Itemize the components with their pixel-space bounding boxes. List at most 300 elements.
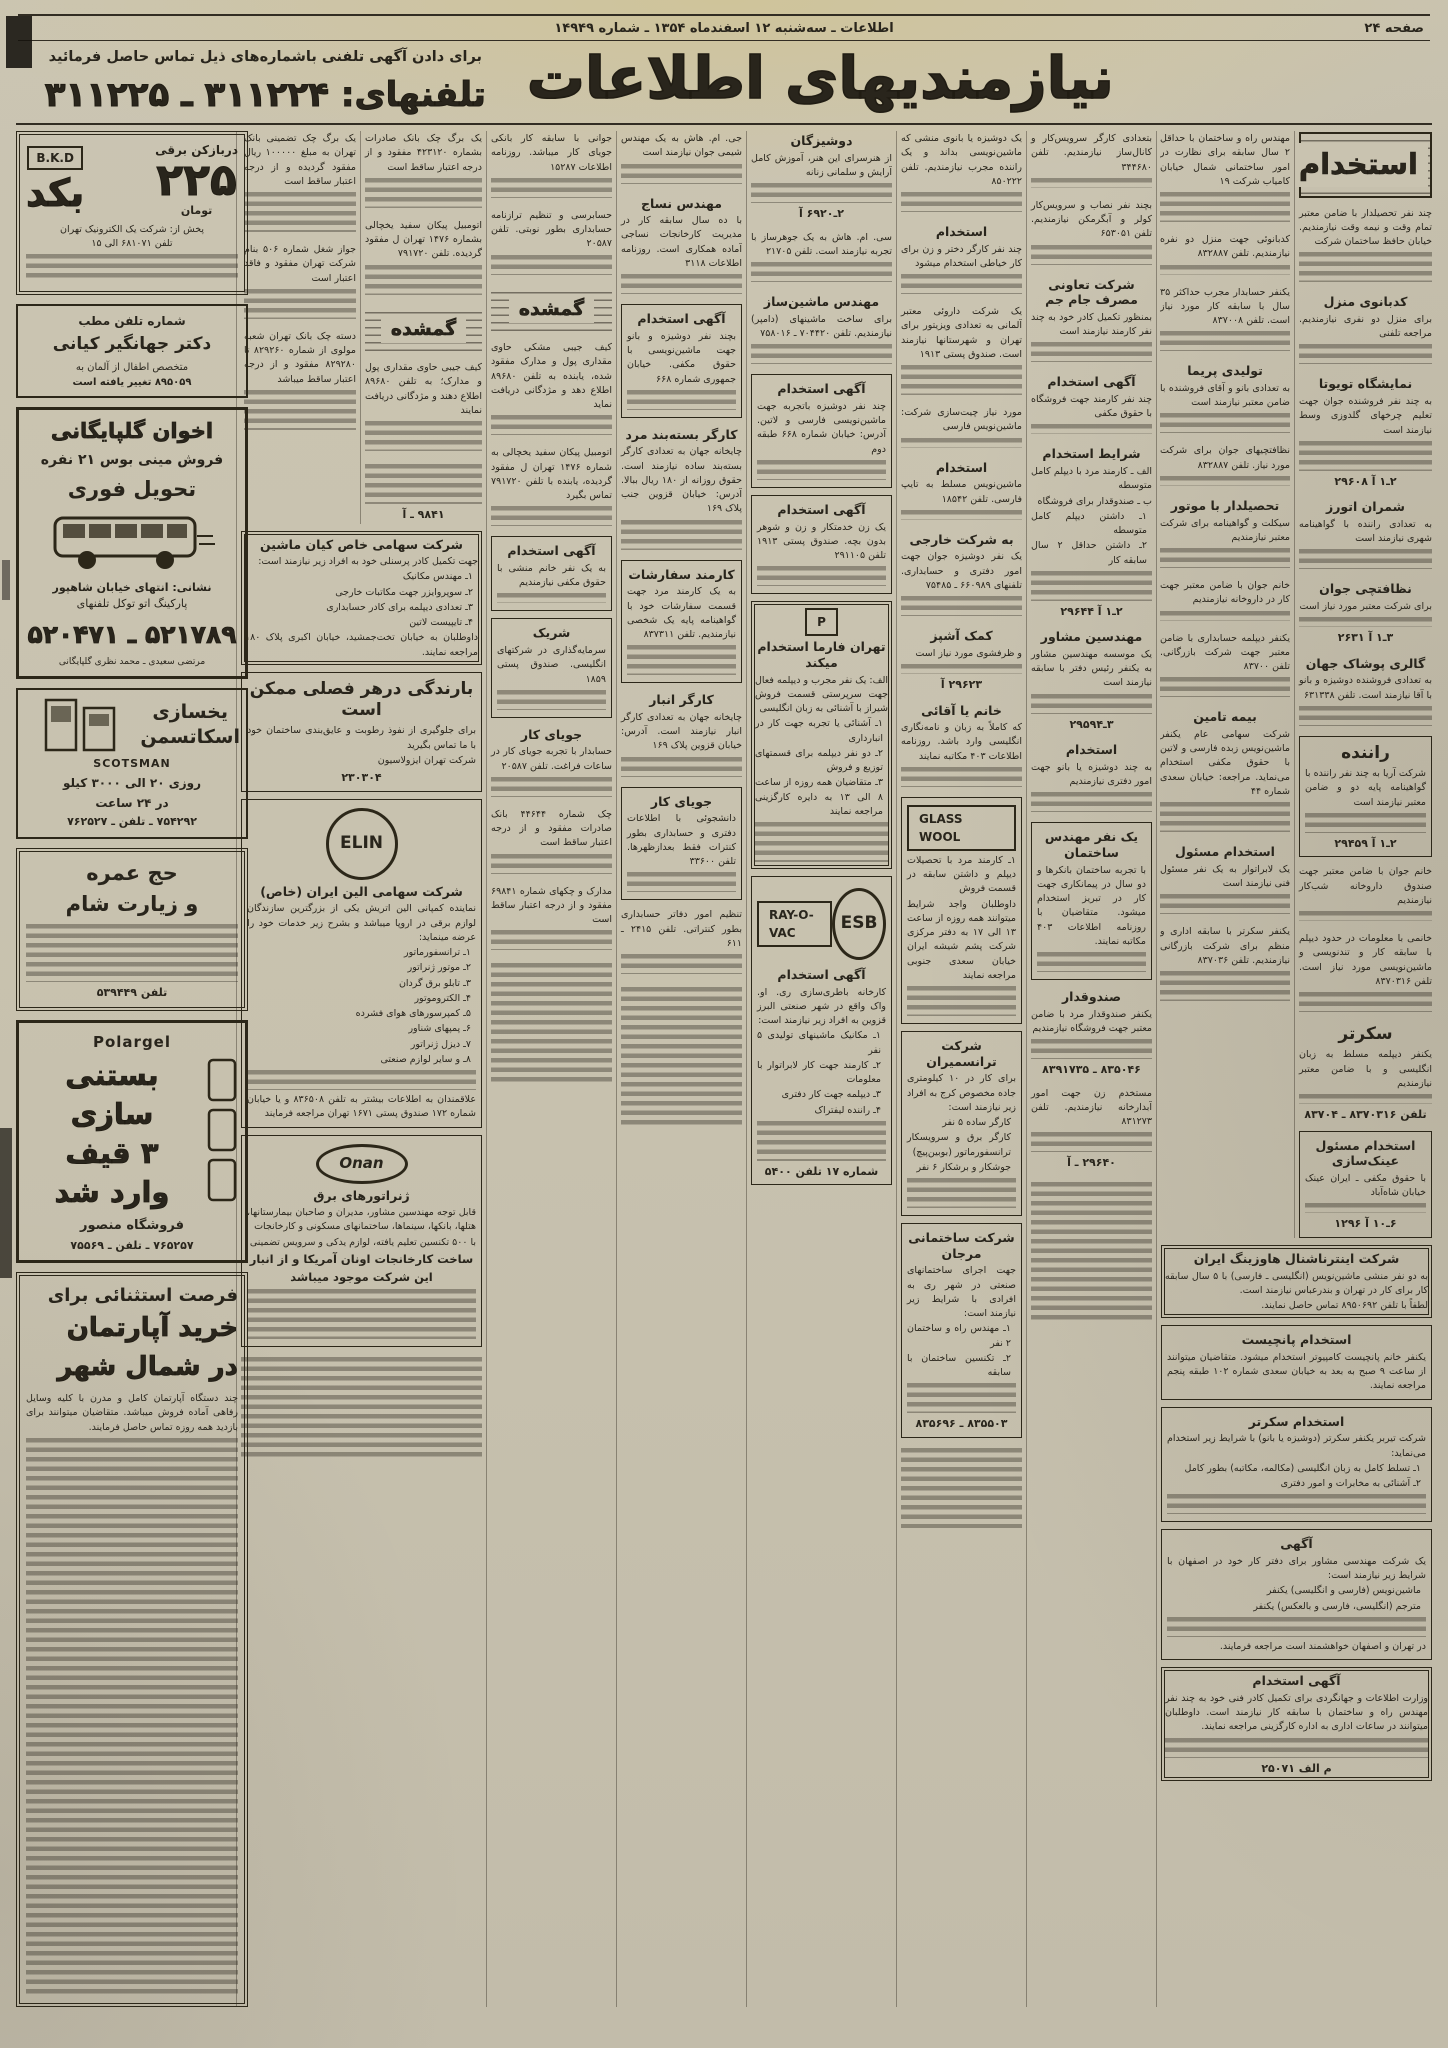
ad-title: شرکت اینترناشنال هاوزینگ ایران (1193, 1250, 1400, 1266)
bkd-price: ۲۲۵ (156, 155, 237, 206)
text-placeholder (1299, 617, 1432, 627)
ad-title: آگهی استخدام (777, 967, 866, 982)
ad-title: شمران اتورز (1326, 499, 1405, 515)
text-placeholder (621, 757, 742, 777)
text-placeholder (751, 344, 892, 364)
text-placeholder (1160, 802, 1290, 832)
classified-ad (1031, 131, 1152, 191)
ad-phone: م الف ۲۵۰۷۱ (1261, 1761, 1332, 1775)
ad-title: ژنراتورهای برق (313, 1187, 410, 1203)
ad-text: نظافتچیهای جوان برای شرکت مورد نیاز. تلفن ۸۳۲۸۸۷ (1160, 445, 1290, 471)
sub-column-2 (244, 131, 356, 524)
forsat-title1: فرصت استثنائی برای (47, 1285, 238, 1307)
classified-ad (1299, 654, 1432, 729)
polargel-phones: ۷۶۵۲۵۷ ـ تلفن ـ ۷۵۵۶۹ (70, 1238, 194, 1252)
text-placeholder (1037, 952, 1146, 972)
text-placeholder (365, 464, 482, 504)
ad-text: یک نفر دوشیزه جوان جهت امور دفتری و حسابداری. تلفنهای ۶۶۰۹۸۹ ـ ۷۵۴۸۵ (901, 551, 1022, 591)
ad-text: داوطلبان واجد شرایط میتوانند همه روزه از ساعت ۱۳ الی ۱۷ به دفتر مرکزی شرکت پشم شیشه ایران خیابان سعدی جنوبی مراجعه نمایند (907, 898, 1016, 981)
ad-phone: ۳ـ۲۹۵۹۴ (1069, 717, 1114, 731)
text-placeholder (497, 593, 606, 603)
text-placeholder (1299, 549, 1432, 569)
hajj-title1: حج عمره (86, 860, 178, 885)
onan-logo: Onan (316, 1144, 408, 1184)
text-placeholder (1160, 971, 1290, 1001)
classified-ad (1160, 496, 1290, 571)
scotsman-fa1: یخسازی (152, 700, 228, 723)
ad-text: الف: یک نفر مجرب و دیپلمه فعال جهت سرپرستی قسمت فروش شیراز با آشنائی به زبان انگلیسی (755, 674, 888, 714)
text-placeholder (365, 178, 482, 208)
ad-title: شرایط استخدام (1042, 446, 1141, 462)
forsat-title2: خرید آپارتمان (66, 1313, 238, 1344)
ad-list-item: ۱ـ داشتن دیپلم کامل متوسطه (1031, 510, 1147, 536)
ad-text: یکنفر دیپلمه مسلط به زبان انگلیسی و با ضامن معتبر نیازمندیم (1299, 1049, 1432, 1089)
scotsman-fa2: اسکاتسمن (140, 725, 240, 748)
text-placeholder (1299, 911, 1432, 921)
sub-columns (1161, 131, 1432, 1238)
ad-text: به دو نفر منشی ماشین‌نویس (انگلیسی ـ فارسی) با ۵ سال سابقه کار برای کار در تهران و بندرعباس نیازمند است. (1165, 1270, 1428, 1296)
classified-ad (1161, 1529, 1432, 1660)
ad-list-item: ۵ـ کمپرسورهای هوای فشرده (355, 1008, 471, 1019)
ad-title: بیمه تامین (1193, 709, 1257, 725)
text-placeholder (365, 265, 482, 295)
classified-ad (1299, 736, 1432, 858)
classified-ad (901, 530, 1022, 619)
logo-row (755, 608, 888, 636)
phone-numbers: تلفنهای: ۳۱۱۲۲۴ ـ ۳۱۱۲۲۵ (44, 75, 486, 115)
bkd-line2: تلفن ۶۸۱۰۷۱ الی ۱۵ (91, 237, 173, 249)
polargel-word2: سازی (70, 1096, 154, 1131)
ad-text: اتومبیل پیکان سفید یخچالی به شماره ۱۴۷۶ تهران ل مفقود گردیده، یابنده با تلفن ۷۹۱۷۲۰ تماس بگیرد (491, 447, 612, 501)
ad-title: استخدام مسئول (1175, 844, 1275, 860)
ad-text: چند نفر کارمند جهت فروشگاه با حقوق مکفی (1031, 393, 1152, 420)
scotsman-row (24, 696, 240, 754)
classified-ad (1031, 372, 1152, 437)
ad-text: به یک کارمند مرد جهت قسمت سفارشات خود با گواهینامه پایه یک شخصی نیازمندیم. تلفن ۸۳۷۳۱۱ (627, 586, 736, 640)
classified-ad (1299, 131, 1432, 199)
classified-ad (241, 1135, 482, 1348)
text-placeholder (621, 987, 742, 1127)
classified-ad (901, 405, 1022, 451)
ad-title: شرکت سهامی خاص کیان ماشین (260, 536, 463, 552)
ad-title: کارمند سفارشات (628, 566, 735, 582)
ad-text: شرکت تیربر یکنفر سکرتر (دوشیزه یا بانو) با شرایط زیر استخدام می‌نماید: (1167, 1433, 1426, 1459)
ad-title: دوشیزگان (790, 133, 853, 148)
ad-title: کمک آشپز (930, 628, 993, 644)
ad-list-item: کارگر برق و سرویسکار ترانسفورماتور (بوبین‌پیچ) (907, 1132, 1011, 1158)
ad-title: مهندس نساج (640, 195, 723, 211)
ad-list-item: ۲ـ موتور ژنراتور (407, 962, 471, 974)
classified-ad (901, 797, 1022, 1024)
text-placeholder (755, 822, 888, 862)
page-header (16, 16, 1432, 40)
doctor-line1: شماره تلفن مطب (78, 314, 186, 328)
text-placeholder (26, 1438, 238, 1994)
classified-ad (1299, 1131, 1432, 1238)
ad-text: داوطلبان به خیابان تخت‌جمشید، خیابان اکبری پلاک ۱۸۰ مراجعه نمایند. (245, 632, 478, 658)
ad-list-item: ماشین‌نویس (فارسی و انگلیسی) یکنفر (1266, 1585, 1421, 1597)
ad-apartment-sale (16, 1272, 248, 2007)
ad-hajj-umrah (16, 848, 248, 1012)
classified-ad (1031, 740, 1152, 815)
bkd-line1: پخش از: شرکت یک الکترونیک تهران (60, 223, 204, 235)
classified-ad (1160, 707, 1290, 835)
text-placeholder (1160, 331, 1290, 351)
classified-ad (901, 1031, 1022, 1216)
classified-ad (1299, 497, 1432, 572)
section-header (1299, 132, 1432, 198)
ad-text: برای ساخت ماشینهای (دامپر) نیازمندیم. تلفن ۷۰۴۴۲۰ ـ ۷۵۸۰۱۶ (751, 313, 892, 339)
classified-ad (1031, 275, 1152, 366)
ad-phone: تلفن ۸۳۷۰۳۱۶ ـ ۸۳۷۰۴ (1304, 1108, 1427, 1122)
minibus-illustration (47, 508, 217, 580)
classified-ad (491, 340, 612, 438)
phone-note: برای دادن آگهی تلفنی باشماره‌های ذیل تماس حاصل فرمائید (48, 49, 482, 65)
classified-ad (491, 208, 612, 278)
text-placeholder (1299, 992, 1432, 1012)
ad-text: شرکت سهامی عام یکنفر ماشین‌نویس زبده فارسی و لاتین با حقوق مکفی استخدام می‌نماید. مراجعه: خیابان سعدی شماره ۴۴ (1160, 728, 1290, 797)
logo-row (757, 884, 886, 964)
text-placeholder (1165, 1738, 1428, 1758)
ad-title: تحصیلدار با موتور (1170, 497, 1280, 513)
classified-ad (621, 690, 742, 779)
classified-ad (491, 445, 612, 529)
ad-phone: ۸۳۵۵۰۳ ـ ۸۳۵۶۹۶ (915, 1417, 1008, 1431)
classified-ad (365, 360, 482, 454)
akhavan-phones: ۵۲۱۷۸۹ ـ ۵۲۰۴۷۱ (27, 619, 237, 649)
akhavan-line1: فروش مینی بوس ۲۱ نفره (40, 452, 224, 468)
bkd-brand: بکد (26, 170, 85, 215)
classified-ad (751, 495, 892, 594)
ad-text: چند نفر تحصیلدار با ضامن معتبر تمام وقت و نیمه وقت نیازمندیم. خیابان حافظ ساختمان شرکت (1299, 207, 1432, 247)
ad-list-item: ۱ـ تسلط کامل به زبان انگلیسی (مکالمه، مکاتبه) بطور کامل (1184, 1462, 1421, 1474)
classified-ad (241, 672, 482, 792)
ad-text: نماینده کمپانی الین اتریش یکی از بزرگترین سازندگان لوازم برقی در اروپا میباشد و بشرح زیر خدمات خود را عرضه مینماید: (247, 903, 476, 943)
elin-logo: ELIN (326, 808, 398, 880)
page-number: صفحه ۲۴ (1364, 20, 1424, 36)
text-placeholder (241, 1357, 482, 1457)
classified-ad (901, 131, 1022, 215)
text-placeholder (365, 421, 482, 451)
ad-list-item: ۲ـ آشنائی به مخابرات و امور دفتری (1280, 1478, 1421, 1489)
column-col-6 (616, 131, 742, 2007)
ad-text: مدارک و چکهای شماره ۶۹۸۴۱ مفقود و از درجه اعتبار ساقط است (491, 885, 612, 926)
scotsman-capacity2: در ۲۴ ساعت (95, 796, 169, 810)
ad-text: قابل توجه مهندسین مشاور، مدیران و صاحبان بیمارستانها، هتلها، بانکها، سینماها، ساختمانهای مسکونی و کارخانجات (247, 1207, 476, 1233)
ad-text: یک زن خدمتکار و زن و شوهر بدون بچه. صندوق پستی ۱۹۱۳ تلفن ۲۹۱۱۰۵ (757, 521, 886, 561)
ad-list-item: ۱ـ مهندس راه و ساختمان ۲ نفر (907, 1323, 1011, 1349)
glass-wool-logo: GLASS WOOL (907, 805, 1016, 851)
doctor-line2: متخصص اطفال از آلمان به (75, 361, 189, 373)
classified-ad (901, 304, 1022, 398)
classified-ad (365, 131, 482, 211)
ad-text: مستخدم زن جهت امور آبدارخانه نیازمندیم. تلفن ۸۳۱۲۷۳ (1031, 1087, 1152, 1128)
scotsman-latin-logo: SCOTSMAN (93, 756, 171, 770)
ad-text: یک لابراتوار به یک نفر مسئول فنی نیازمند است (1160, 863, 1290, 889)
ad-title: آگهی (1280, 1536, 1313, 1552)
ad-text: چک شماره ۴۴۶۴۴ بانک صادرات مفقود و از درجه اعتبار ساقط است (491, 808, 612, 849)
classified-ad (621, 787, 742, 901)
sub-columns (241, 131, 482, 524)
text-placeholder (1031, 245, 1152, 265)
ad-phone: ۳ـ۱ آ ۲۶۳۱ (1337, 631, 1394, 645)
text-placeholder (901, 192, 1022, 212)
classified-ad (1160, 361, 1290, 436)
ad-text: دانشجوئی با اطلاعات دفتری و حسابداری بطور کنترات فقط بعدازظهرها. تلفن ۳۳۶۰۰ (627, 813, 736, 867)
text-placeholder (901, 596, 1022, 616)
text-placeholder (751, 183, 892, 203)
text-placeholder (247, 1070, 476, 1090)
masthead-phone-block (24, 45, 507, 115)
text-placeholder (1305, 1203, 1426, 1213)
ad-bold-line: این شرکت موجود میباشد (290, 1270, 433, 1285)
ad-list-item: ۲ـ سوپروایزر جهت مکاتبات خارجی (335, 586, 473, 598)
section-title: استخدام (1294, 143, 1428, 187)
ad-text: اتومبیل پیکان سفید یخچالی بشماره ۱۴۷۶ تهران ل مفقود گردیده. تلفن ۷۹۱۷۲۰ (365, 219, 482, 260)
ad-text: برای شرکت معتبر مورد نیاز است (1299, 601, 1432, 612)
ad-phone: ۲ـ۱ آ ۲۹۶۴۴ (1060, 604, 1123, 618)
forsat-title3: در شمال شهر (57, 1352, 238, 1383)
text-placeholder (497, 690, 606, 710)
ad-phone: ۲۹۶۲۳ آ (940, 678, 983, 691)
classified-ad (241, 799, 482, 1128)
ad-text: و ظرفشوی مورد نیاز است (915, 647, 1022, 659)
ad-phone: شماره ۱۷ تلفن ۵۴۰۰ (764, 1164, 879, 1178)
classified-ad (491, 884, 612, 954)
ad-title: آگهی استخدام (777, 381, 866, 397)
classified-ad (1299, 1022, 1432, 1124)
classified-ad (1299, 206, 1432, 286)
ad-list-item: ۲ـ تکنسین ساختمان با سابقه (907, 1352, 1011, 1379)
akhavan-addr2: پارکینگ اتو توکل تلفنهای (76, 597, 188, 610)
doctor-line3: ۸۹۵۰۵۹ تغییر یافته است (72, 376, 192, 388)
ad-title: آگهی استخدام (1047, 374, 1136, 390)
ad-title: استخدام (935, 224, 988, 239)
column-left-pair (236, 131, 482, 2007)
ad-title: شرکت ساختمانی مرجان (908, 1230, 1015, 1261)
classified-ad (901, 458, 1022, 523)
text-placeholder (491, 777, 612, 797)
classified-ad (751, 374, 892, 488)
text-placeholder (1160, 548, 1290, 568)
classified-ad (901, 1445, 1022, 1531)
classified-ad (1299, 374, 1432, 490)
ad-polargel-icecream (16, 1020, 248, 1263)
ad-text: خانم جوان با ضامن معتبر جهت صندوق داروخانه شب‌کار نیازمندیم (1299, 866, 1432, 906)
text-placeholder (621, 954, 742, 974)
ad-list-item: جوشکار و برشکار ۶ نفر (916, 1161, 1011, 1173)
ad-text: یک برگ چک بانک صادرات بشماره ۴۲۳۱۲۰ مفقود و از درجه اعتبار ساقط است (365, 133, 482, 173)
section-header (365, 306, 482, 353)
classified-ad (751, 131, 892, 223)
ad-list-item: ۷ـ دیزل ژنراتور (410, 1038, 471, 1050)
section-title: گمشده (381, 315, 466, 344)
issue-line: اطلاعات ـ سه‌شنبه ۱۲ اسفندماه ۱۳۵۴ ـ شماره ۱۴۹۴۹ (554, 20, 894, 36)
column-col-4 (896, 131, 1022, 2007)
ad-title: استخدام پانچیست (1241, 1332, 1352, 1348)
text-placeholder (1031, 1132, 1152, 1152)
ad-title: شرکت تعاونی مصرف جام جم (1045, 276, 1138, 308)
classified-ad (1299, 292, 1432, 367)
classified-ad (1031, 1179, 1152, 1325)
display-ads-column (16, 131, 248, 2007)
ad-text: بچند نفر دوشیزه و بانو جهت ماشین‌نویسی با حقوق مکفی. خیابان جمهوری شماره ۶۶۸ (627, 330, 736, 385)
text-placeholder (491, 506, 612, 526)
akhavan-signature: مرتضی سعیدی ـ محمد نظری گلپایگانی (58, 657, 206, 667)
classified-ad (241, 1354, 482, 1460)
ad-scotsman-icemaker (16, 688, 248, 839)
text-placeholder (901, 767, 1022, 787)
text-placeholder (627, 390, 736, 410)
rayovac-logo: RAY-O-VAC (757, 901, 832, 947)
text-placeholder (757, 1121, 886, 1161)
ad-text: مورد نیاز چیت‌سازی شرکت: ماشین‌نویس فارسی (901, 407, 1022, 433)
text-placeholder (1031, 1039, 1152, 1059)
ad-title: مهندسین مشاور (1040, 629, 1143, 645)
ad-title: شرکت سهامی الین ایران (خاص) (260, 883, 463, 899)
text-placeholder (1160, 677, 1290, 697)
classified-ad (491, 536, 612, 611)
ad-text: بمنظور تکمیل کادر خود به چند نفر کارمند نیازمند است (1031, 311, 1152, 337)
ad-list-item: ۴ـ الکتروموتور (414, 992, 471, 1004)
ad-text: به تعدادی راننده با گواهینامه شهری نیازمند است (1299, 518, 1432, 545)
classified-ad (365, 218, 482, 298)
ad-title: شرکت ترانسمیران (926, 1038, 997, 1069)
ice-machine-illustration (42, 696, 118, 754)
ad-text: یکنفر صندوقدار مرد با ضامن معتبر جهت فروشگاه نیازمندیم (1031, 1008, 1152, 1034)
ad-text: چایخانه جهان به تعدادی کارگر بسته‌بند ساده نیازمند است. حقوق روزانه از ۱۸۰ ریال ببالا. آدرس: خیابان قزوین جنب پلاک ۱۶۹ (621, 446, 742, 515)
polargel-row (25, 1056, 239, 1213)
classified-ad (491, 131, 612, 201)
ad-list-item: مترجم (انگلیسی، فارسی و بالعکس) یکنفر (1253, 1600, 1421, 1612)
classified-ad (621, 560, 742, 684)
polargel-word4: وارد شد (54, 1174, 170, 1209)
classified-ad (751, 876, 892, 1185)
classified-ad (621, 131, 742, 187)
ad-text: یکنفر سکرتر با سابقه اداری و منظم برای شرکت بازرگانی نیازمندیم. تلفن ۸۳۷۰۳۶ (1160, 926, 1290, 966)
text-placeholder (1299, 1094, 1432, 1104)
ad-title: استخدام مسئول عینک‌سازی (1315, 1137, 1416, 1169)
ad-text: یک دوشیزه یا بانوی منشی که ماشین‌نویسی بداند و یک راننده مجرب نیازمندیم. تلفن ۸۵۰۲۲۲ (901, 133, 1022, 187)
ad-title: آگهی استخدام (777, 501, 866, 517)
text-placeholder (244, 192, 356, 232)
ad-text: با ۵۰۰ تکنسین تعلیم یافته، لوازم یدکی و سرویس تضمینی (249, 1236, 476, 1248)
tehran-pharma-logo: P (805, 608, 838, 636)
ad-phone: ۸۳۵۰۴۶ ـ ۸۳۹۱۷۳۵ (1042, 1063, 1141, 1077)
ad-title: بارندگی درهر فصلی ممکن است (249, 678, 474, 721)
text-placeholder (491, 930, 612, 950)
text-placeholder (1167, 1494, 1426, 1514)
ad-text: یک موسسه مهندسین مشاور به یکنفر رئیس دفتر با سابقه نیازمند است (1031, 648, 1152, 689)
ad-phone: ۶ـ۱۰ آ ۱۲۹۶ (1334, 1217, 1397, 1231)
classified-ad (901, 1223, 1022, 1438)
ad-text: کارخانه باطری‌سازی ری. او. واک واقع در شهر صنعتی البرز قزوین به افراد زیر نیازمند است: (757, 986, 886, 1027)
text-placeholder (1299, 344, 1432, 364)
scotsman-capacity1: روزی ۲۰ الی ۳۰۰۰ کیلو (62, 776, 201, 790)
ad-list-item: ۳ـ دیپلمه جهت کار دفتری (781, 1089, 881, 1101)
text-placeholder (1160, 192, 1290, 222)
text-placeholder (1160, 476, 1290, 486)
ad-list-item: ۴ـ راننده لیفتراک (814, 1104, 881, 1116)
classified-ad (1299, 579, 1432, 646)
ad-text: ب ـ صندوقدار برای فروشگاه (1037, 495, 1152, 507)
text-placeholder (901, 664, 1022, 674)
ad-text: لطفاً با تلفن ۸۹۵۰۶۹۲ تماس حاصل نمایند. (1261, 1300, 1428, 1311)
ad-title: کارگر بسته‌بند مرد (625, 426, 738, 442)
ad-text: برای کار در ۱۰ کیلومتری جاده مخصوص کرج به افراد زیر نیازمند است: (907, 1073, 1016, 1113)
text-placeholder (901, 438, 1022, 448)
text-placeholder (757, 566, 886, 586)
text-placeholder (757, 460, 886, 480)
text-placeholder (247, 1289, 476, 1339)
scotsman-title-block (140, 700, 240, 749)
bkd-product: دربازکن برقی (155, 143, 238, 157)
ad-title: آگهی استخدام (1252, 1673, 1341, 1689)
doctor-name: دکتر جهانگیر کیانی (52, 334, 212, 354)
ad-title: کدبانوی منزل (1323, 294, 1408, 310)
ad-doctor-phone (16, 304, 248, 398)
scan-artifact (6, 16, 32, 68)
classified-ad (491, 807, 612, 877)
bkd-latin-logo: B.K.D (27, 146, 83, 170)
ad-text: چند نفر دوشیزه باتجربه جهت ماشین‌نویسی فارسی و لاتین. آدرس: خیابان شماره ۶۶۸ طبقه دوم (757, 400, 886, 455)
classified-ad (1160, 131, 1290, 225)
classified-ad (241, 531, 482, 665)
ad-text: خانم جوان با ضامن معتبر جهت کار در داروخانه نیازمندیم (1160, 580, 1290, 606)
text-placeholder (1160, 265, 1290, 275)
akhavan-line2: تحویل فوری (67, 477, 197, 501)
classified-ad (751, 292, 892, 367)
bkd-unit: تومان (180, 204, 213, 217)
scan-artifact (0, 1128, 12, 1278)
ad-text: به تعدادی فروشنده دوشیزه و بانو با آقا نیازمند است. تلفن ۶۳۱۳۳۸ (1299, 675, 1432, 701)
ad-list-item: ۱ـ آشنائی یا تجربه جهت کار در انبارداری (755, 718, 883, 744)
page-title: نیازمندیهای اطلاعات (526, 44, 1114, 112)
ad-text: تنظیم امور دفاتر حسابداری بطور کنتراتی. تلفن ۲۴۱۵ ـ ۶۱۱ (621, 909, 742, 949)
ad-text: یکنفر دیپلمه حسابداری با ضامن معتبر جهت شرکت بازرگانی. تلفن ۸۳۷۰۰ (1160, 632, 1290, 672)
classified-ad (901, 701, 1022, 790)
classified-ad (621, 304, 742, 418)
ad-list-item: ۸ـ و سایر لوازم صنعتی (380, 1053, 471, 1065)
ad-title: راننده (1341, 742, 1390, 763)
classified-ad (491, 960, 612, 1086)
classified-ad (244, 131, 356, 235)
ad-text: کیف جیبی حاوی مقداری پول و مدارک؛ به تلفن ۸۹۶۸۰ اطلاع دهند و مژدگانی دریافت نمایند (365, 362, 482, 416)
text-placeholder (26, 254, 238, 282)
icecream-machine-illustration (205, 1056, 239, 1206)
classified-ad (1161, 1407, 1432, 1523)
ad-phone: ۲ـ۶۹۲۰ آ (799, 207, 844, 221)
classified-ad (1160, 631, 1290, 701)
text-placeholder (1031, 792, 1152, 812)
text-placeholder (1031, 178, 1152, 188)
classified-ad (1160, 285, 1290, 355)
ad-text: چند نفر کارگر دختر و زن برای کار خیاطی استخدام میشود (901, 243, 1022, 269)
ad-title: استخدام (935, 459, 988, 475)
scan-artifact (2, 560, 10, 600)
ad-list-item: ۳ـ تعدادی دیپلمه برای کادر حسابداری (326, 601, 473, 613)
ad-title: نمایشگاه تویوتا (1318, 376, 1413, 392)
classified-ad (1299, 864, 1432, 924)
ad-text: با ده سال سابقه کار در مدیریت کارخانجات نساجی آماده همکاری است. روزنامه اطلاعات ۳۱۱۸ (621, 215, 742, 269)
ad-text: به چند دوشیزه یا بانو جهت امور دفتری نیازمندیم (1031, 761, 1152, 787)
classified-ad (491, 285, 612, 334)
hajj-phone: تلفن ۵۳۹۴۴۹ (96, 985, 168, 999)
text-placeholder (627, 645, 736, 675)
ad-list-item: کارگر ساده ۵ نفر (942, 1117, 1011, 1129)
ad-text: علاقمندان به اطلاعات بیشتر به تلفن ۸۳۶۵۰۸ و یا خیابان شماره ۱۷۲ صندوق پستی ۱۶۷۱ تهران مراجعه فرمایند (247, 1094, 476, 1120)
text-placeholder (491, 415, 612, 435)
